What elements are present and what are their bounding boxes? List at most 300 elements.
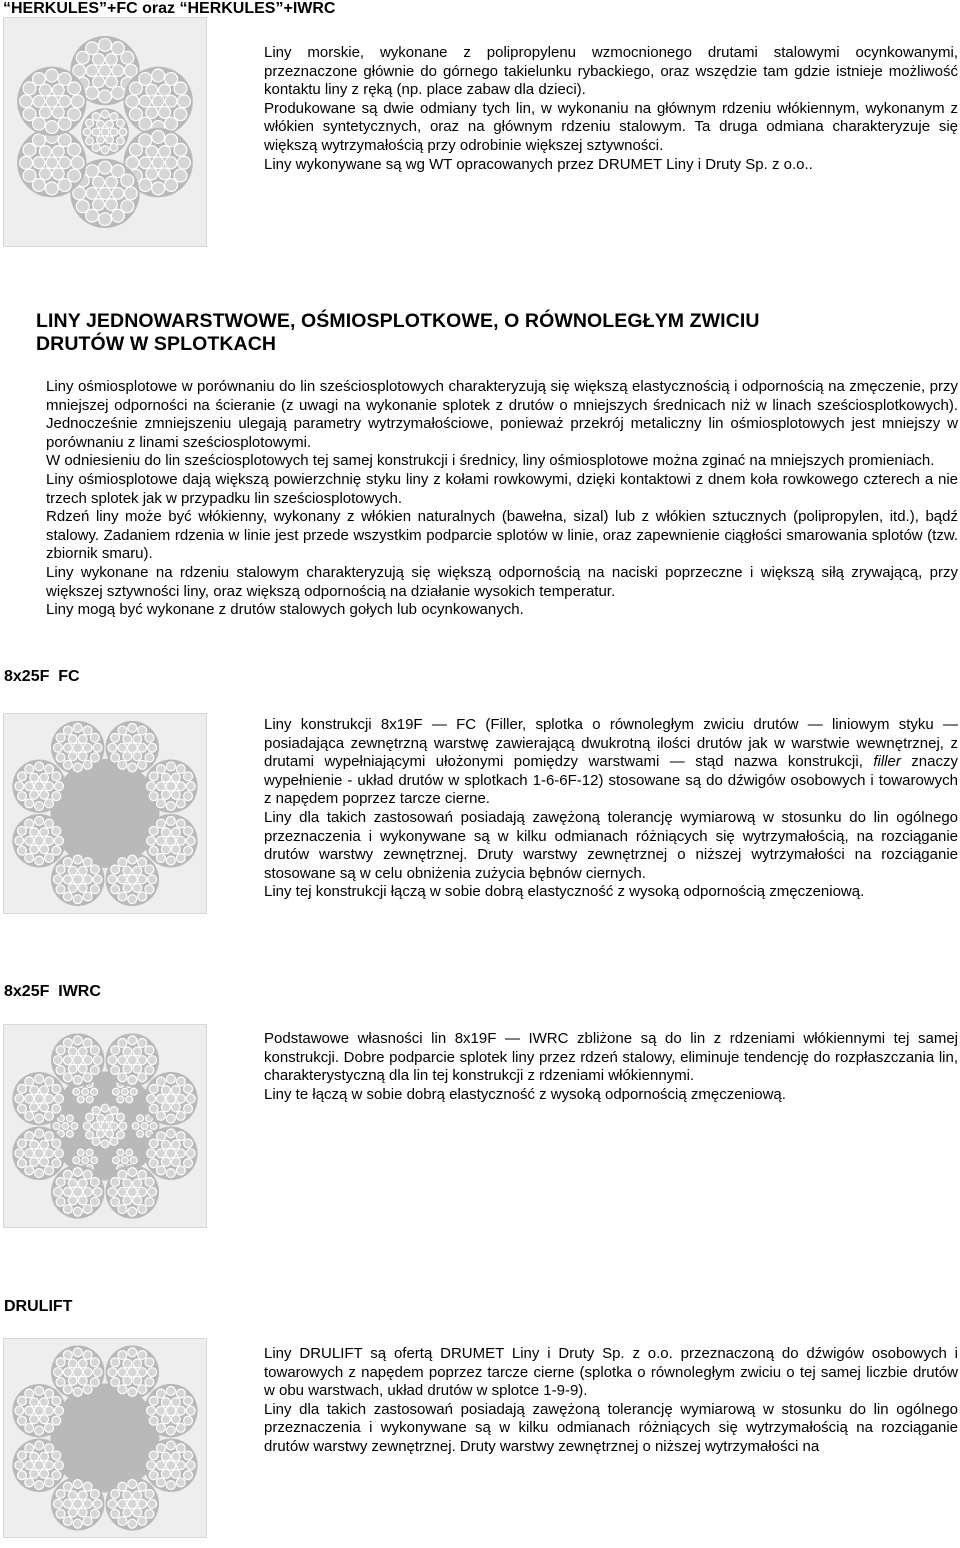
wire — [99, 38, 112, 51]
wire — [25, 1478, 34, 1487]
wire — [166, 1386, 175, 1395]
wire — [90, 885, 99, 894]
wire — [68, 1179, 77, 1188]
wire — [63, 1205, 72, 1214]
wire — [63, 1351, 72, 1360]
wire — [176, 799, 185, 808]
wire — [121, 1088, 128, 1095]
wire — [63, 892, 72, 901]
wire — [90, 1378, 99, 1387]
wire — [161, 790, 170, 799]
wire — [73, 874, 83, 884]
wire — [157, 819, 166, 828]
wire — [166, 1094, 176, 1104]
fc-heading: 8x25F FC — [4, 668, 80, 685]
wire — [133, 735, 142, 744]
wire — [30, 1157, 39, 1166]
wire — [161, 1103, 170, 1112]
wire — [83, 1187, 92, 1196]
wire — [45, 765, 54, 774]
wire — [83, 1122, 91, 1130]
wire — [92, 1137, 100, 1145]
wire — [63, 1187, 72, 1196]
wire — [171, 790, 180, 799]
wire — [40, 1103, 49, 1112]
wire — [149, 846, 158, 855]
wire — [166, 1460, 176, 1470]
wire — [148, 1499, 157, 1508]
herkules-paragraph-2: Produkowane są dwie odmiany tych lin, w wykonaniu na głównym rdzeniu włókiennym, wykonanym z włókien syntetycznych, oraz na głównym rdzeniu stalowym. Ta druga odmiana charakteryzuje się większą wytrzymałością przy odrobinie większej sztywności. — [264, 99, 958, 154]
eight-strand-paragraph-6: Liny mogą być wykonane z drutów stalowych gołych lub ocynkowanych. — [46, 601, 524, 619]
wire — [73, 1187, 83, 1197]
wire — [18, 1159, 27, 1168]
wire — [112, 65, 124, 77]
wire — [83, 128, 91, 136]
wire — [45, 819, 54, 828]
wire — [127, 1055, 137, 1065]
wire — [176, 1444, 185, 1453]
wire — [68, 752, 77, 761]
herkules-rope-cross-section-image — [3, 17, 207, 247]
wire — [86, 165, 99, 178]
wire — [111, 1066, 120, 1075]
iwrc-rope-cross-section-image — [3, 1024, 207, 1228]
wire — [45, 1389, 54, 1398]
wire — [45, 1461, 54, 1470]
wire — [149, 1451, 158, 1460]
wire — [30, 1415, 39, 1424]
wire — [45, 1478, 54, 1487]
wire — [93, 875, 102, 884]
wire — [35, 856, 44, 865]
wire — [176, 1406, 185, 1415]
wire — [83, 892, 92, 901]
wire — [156, 1461, 165, 1470]
wire — [45, 1132, 54, 1141]
wire — [117, 1149, 124, 1156]
wire — [86, 119, 94, 127]
wire — [68, 1047, 77, 1056]
wire — [149, 1471, 158, 1480]
wire — [111, 209, 124, 222]
wire — [111, 733, 120, 742]
wire — [18, 1451, 27, 1460]
wire — [83, 1368, 92, 1377]
wire — [18, 826, 27, 835]
wire — [83, 1482, 92, 1491]
wire — [40, 1469, 49, 1478]
eight-strand-paragraph-4: Rdzeń liny może być włókienny, wykonany z włókien naturalnych (bawełna, sizal) lub z włókien sztucznych (polipropylen, itd.), bądź stalowy. Zadaniem rdzenia w linie jest przede wszystkim podparcie splotów w linie, oraz zapewnienie ciągłości smarowania splotów (tzw. zbiornik smaru). — [46, 508, 958, 563]
wire — [118, 1499, 127, 1508]
wire — [86, 1113, 94, 1121]
wire — [166, 817, 175, 826]
wire — [157, 782, 166, 791]
wire — [171, 828, 180, 837]
wire — [15, 1406, 24, 1415]
wire — [35, 802, 44, 811]
wire — [128, 895, 137, 904]
wire — [138, 1517, 147, 1526]
wire — [145, 1178, 154, 1187]
wire — [73, 1387, 82, 1396]
wire — [25, 1423, 34, 1432]
wire — [130, 1157, 137, 1164]
wire — [30, 1140, 39, 1149]
wire — [25, 1461, 34, 1470]
wire — [83, 1499, 92, 1508]
wire — [171, 1452, 180, 1461]
wire — [56, 733, 65, 742]
wire — [20, 95, 33, 108]
wire — [30, 790, 39, 799]
wire — [112, 1157, 119, 1164]
drulift-rope-diagram — [4, 1339, 206, 1537]
wire — [78, 1064, 87, 1073]
wire — [118, 1056, 127, 1065]
wire — [40, 1398, 49, 1407]
wire — [92, 143, 100, 151]
wire — [39, 146, 51, 158]
wire — [174, 143, 187, 156]
wire — [53, 1499, 62, 1508]
wire — [35, 1114, 44, 1123]
wire — [45, 836, 54, 845]
wire — [30, 1452, 39, 1461]
wire — [123, 1179, 132, 1188]
wire — [157, 1094, 166, 1103]
fc-paragraph-1-italic: filler — [873, 753, 901, 771]
fc-rope-cross-section-image — [3, 713, 207, 914]
fc-rope-diagram — [4, 714, 206, 913]
wire — [97, 120, 105, 128]
wire — [124, 187, 137, 200]
wire — [149, 1084, 158, 1093]
wire — [171, 1415, 180, 1424]
wire — [138, 1482, 147, 1491]
wire — [186, 1149, 195, 1158]
wire — [166, 1441, 175, 1450]
wire — [53, 743, 62, 752]
wire — [76, 200, 89, 213]
wire — [128, 1075, 137, 1084]
wire — [86, 1131, 94, 1139]
wire — [25, 782, 34, 791]
wire — [166, 856, 175, 865]
wire — [157, 836, 166, 845]
wire — [176, 836, 185, 845]
fc-paragraph-2: Liny dla takich zastosowań posiadają zawężoną tolerancję wymiarową w stosunku do lin ogólnego przeznaczenia i wykonywane są w kilku odmianach różniących się wytrzymałością, na rozciąganie drutów warstwy zewnętrznej. Druty warstwy zewnętrznej o niższej wytrzymałości na rozciąganie stosowane są w celu obniżenia zużycia bębnów ciernych. — [264, 808, 958, 882]
wire — [34, 1460, 44, 1470]
wire — [73, 64, 86, 77]
wire — [148, 1187, 157, 1196]
wire — [73, 1519, 82, 1528]
wire — [25, 819, 34, 828]
wire — [123, 866, 132, 875]
wire — [127, 743, 137, 753]
wire — [54, 1149, 63, 1158]
wire — [18, 1139, 27, 1148]
wire — [152, 157, 164, 169]
wire — [93, 743, 102, 752]
wire — [184, 772, 193, 781]
wire — [25, 1111, 34, 1120]
wire — [165, 95, 177, 107]
wire — [30, 828, 39, 837]
wire — [184, 1159, 193, 1168]
wire — [63, 726, 72, 735]
wire — [52, 792, 61, 801]
wire — [176, 1423, 185, 1432]
wire — [146, 107, 158, 119]
wire — [105, 54, 117, 66]
wire — [126, 95, 139, 108]
wire — [111, 753, 120, 762]
wire — [35, 1074, 44, 1083]
eight-strand-paragraph-3: Liny ośmiosplotowe dają większą powierzchnię styku liny z kołami rowkowymi, dzięki kontaktowi z dnem koła rowkowego czterech a nie trzech splotek jak w przypadku lin sześciosplotowych. — [46, 470, 958, 507]
wire — [59, 157, 71, 169]
wire — [145, 753, 154, 762]
wire — [133, 1491, 142, 1500]
wire — [116, 137, 124, 145]
wire — [33, 95, 45, 107]
wire — [56, 865, 65, 874]
wire — [121, 1157, 128, 1164]
wire — [105, 136, 113, 144]
wire — [159, 168, 171, 180]
wire — [78, 752, 87, 761]
wire — [118, 726, 127, 735]
wire — [83, 760, 92, 769]
wire — [101, 110, 109, 118]
wire — [83, 858, 92, 867]
wire — [90, 1358, 99, 1367]
wire — [147, 1406, 156, 1415]
wire — [83, 1039, 92, 1048]
wire — [176, 1149, 185, 1158]
wire — [161, 1086, 170, 1095]
wire — [101, 1140, 109, 1148]
wire — [15, 1149, 24, 1158]
wire — [90, 1046, 99, 1055]
wire — [92, 1122, 100, 1130]
wire — [40, 773, 49, 782]
wire — [138, 743, 147, 752]
wire — [148, 743, 157, 752]
wire — [166, 836, 176, 846]
wire — [176, 1166, 185, 1175]
section-title — [36, 310, 936, 356]
wire — [133, 1064, 142, 1073]
wire — [166, 802, 175, 811]
wire — [68, 1376, 77, 1385]
wire — [138, 1039, 147, 1048]
wire — [128, 1519, 137, 1528]
wire — [39, 84, 51, 96]
wire — [137, 1115, 144, 1122]
wire — [138, 892, 147, 901]
wire — [45, 1423, 54, 1432]
wire — [157, 1077, 166, 1086]
wire — [133, 866, 142, 875]
wire — [90, 1197, 99, 1206]
wire — [90, 1066, 99, 1075]
wire — [40, 1452, 49, 1461]
wire — [97, 1114, 105, 1122]
wire — [165, 117, 178, 130]
wire — [33, 134, 46, 147]
wire — [39, 107, 51, 119]
wire — [108, 1368, 117, 1377]
wire — [45, 1149, 54, 1158]
wire — [73, 1168, 82, 1177]
wire — [138, 760, 147, 769]
wire — [165, 179, 178, 192]
wire — [166, 762, 175, 771]
wire — [156, 1389, 165, 1398]
wire — [123, 1047, 132, 1056]
wire — [119, 128, 127, 136]
wire — [45, 782, 54, 791]
wire — [18, 1471, 27, 1480]
wire — [112, 187, 124, 199]
wire — [128, 763, 137, 772]
wire — [166, 1481, 175, 1490]
wire — [52, 1471, 61, 1480]
wire — [121, 51, 134, 64]
wire — [161, 1415, 170, 1424]
wire — [52, 146, 64, 158]
wire — [90, 753, 99, 762]
wire — [145, 1197, 154, 1206]
wire — [30, 773, 39, 782]
wire — [118, 1187, 127, 1196]
wire — [124, 64, 137, 77]
wire — [166, 1114, 175, 1123]
wire — [25, 853, 34, 862]
wire — [118, 1385, 127, 1394]
drulift-paragraph-2: Liny dla takich zastosowań posiadają zawężoną tolerancję wymiarową w stosunku do lin ogólnego przeznaczenia i wykonywane są w kilku odmianach różniących się wytrzymałością na rozciąganie drutów warstwy zewnętrznej. Druty warstwy zewnętrznej o niższej wytrzymałości na — [264, 1400, 958, 1455]
wire — [30, 1469, 39, 1478]
wire — [45, 121, 58, 134]
wire — [83, 1517, 92, 1526]
wire — [166, 1426, 175, 1435]
wire — [23, 169, 36, 182]
wire — [35, 1441, 44, 1450]
section-title-line-2: DRUTÓW W SPLOTKACH — [36, 333, 277, 355]
wire — [152, 131, 165, 144]
wire — [35, 1426, 44, 1435]
fiber-core — [51, 1384, 160, 1493]
wire — [52, 168, 64, 180]
wire — [184, 1471, 193, 1480]
wire — [20, 156, 33, 169]
wire — [157, 799, 166, 808]
wire — [99, 65, 111, 77]
wire — [35, 817, 44, 826]
wire — [73, 743, 83, 753]
wire — [92, 1107, 100, 1115]
wire — [59, 95, 71, 107]
wire — [152, 95, 164, 107]
wire — [30, 1398, 39, 1407]
wire — [176, 782, 185, 791]
wire — [116, 1131, 124, 1139]
wire — [127, 1187, 137, 1197]
wire — [138, 1073, 147, 1082]
wire — [56, 1197, 65, 1206]
wire — [34, 836, 44, 846]
wire — [63, 875, 72, 884]
wire — [30, 1103, 39, 1112]
wire — [147, 1461, 156, 1470]
wire — [101, 146, 109, 154]
wire — [99, 161, 112, 174]
wire — [73, 1499, 83, 1509]
wire — [161, 1469, 170, 1478]
wire — [147, 1094, 156, 1103]
wire — [54, 782, 63, 791]
wire — [30, 1086, 39, 1095]
wire — [90, 1509, 99, 1518]
wire — [166, 1169, 175, 1178]
herkules-rope-diagram — [4, 18, 206, 246]
wire — [123, 1064, 132, 1073]
wire — [137, 1130, 144, 1137]
wire — [176, 765, 185, 774]
wire — [63, 858, 72, 867]
wire — [138, 1351, 147, 1360]
wire — [73, 1348, 82, 1357]
wire — [68, 1196, 77, 1205]
wire — [184, 792, 193, 801]
wire — [18, 772, 27, 781]
wire — [15, 836, 24, 845]
wire — [91, 1157, 98, 1164]
herkules-description — [264, 44, 958, 174]
wire — [53, 1123, 60, 1130]
wire — [78, 1359, 87, 1368]
wire — [54, 836, 63, 845]
wire — [165, 157, 177, 169]
wire — [147, 782, 156, 791]
wire — [53, 1187, 62, 1196]
wire — [118, 892, 127, 901]
wire — [138, 1499, 147, 1508]
fc-description — [264, 716, 958, 902]
wire — [186, 1461, 195, 1470]
wire — [129, 108, 142, 121]
wire — [145, 865, 154, 874]
wire — [150, 1123, 157, 1130]
wire — [111, 1046, 120, 1055]
wire — [157, 853, 166, 862]
wire — [86, 1149, 93, 1156]
wire — [78, 866, 87, 875]
fc-paragraph-3: Liny tej konstrukcji łączą w sobie dobrą elastyczność z wysoką odpornością zmęczeniową. — [264, 883, 865, 901]
wire — [83, 1205, 92, 1214]
wire — [176, 1094, 185, 1103]
wire — [118, 1351, 127, 1360]
wire — [77, 1149, 84, 1156]
wire — [152, 182, 165, 195]
wire — [52, 846, 61, 855]
wire — [186, 782, 195, 791]
wire — [63, 760, 72, 769]
wire — [56, 885, 65, 894]
page-header: “HERKULES”+FC oraz “HERKULES”+IWRC — [3, 0, 336, 17]
wire — [33, 157, 45, 169]
wire — [40, 1415, 49, 1424]
